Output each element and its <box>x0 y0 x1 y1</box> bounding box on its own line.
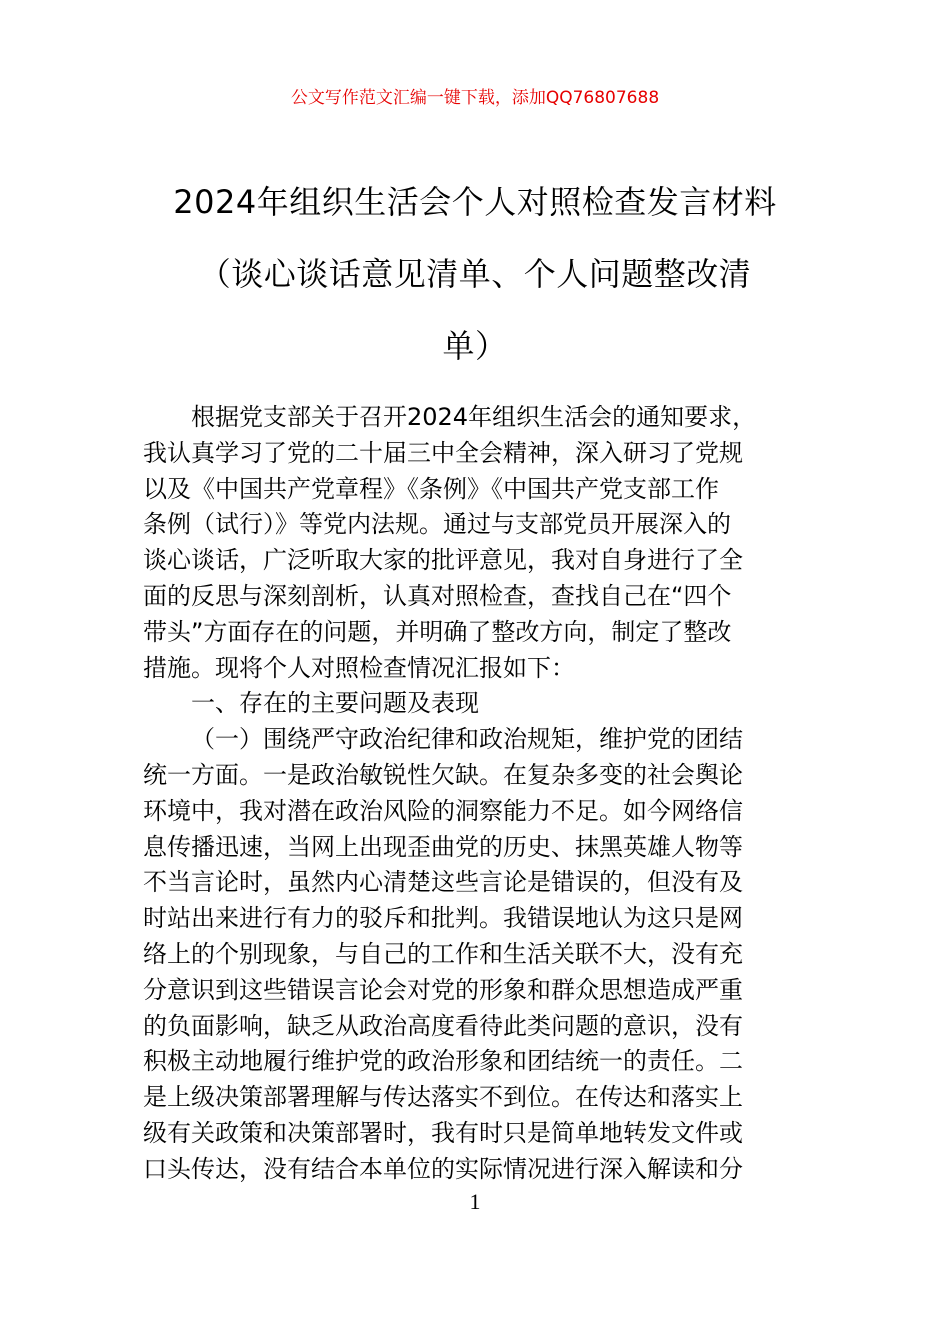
paragraph-line: 环境中，我对潜在政治风险的洞察能力不足。如今网络信 <box>143 796 743 825</box>
paragraph-line: 的负面影响，缺乏从政治高度看待此类问题的意识，没有 <box>143 1011 743 1040</box>
paragraph-line: 带头”方面存在的问题，并明确了整改方向，制定了整改 <box>143 617 732 646</box>
title-line: （谈心谈话意见清单、个人问题整改清 <box>198 255 752 293</box>
paragraph-line: 息传播迅速，当网上出现歪曲党的历史、抹黑英雄人物等 <box>143 832 743 861</box>
paragraph-line: （一）围绕严守政治纪律和政治规矩，维护党的团结 <box>191 725 743 754</box>
paragraph-line: 口头传达，没有结合本单位的实际情况进行深入解读和分 <box>143 1154 743 1183</box>
paragraph-line: 谈心谈话，广泛听取大家的批评意见，我对自身进行了全 <box>143 546 743 575</box>
paragraph-line: 根据党支部关于召开2024年组织生活会的通知要求， <box>191 403 757 431</box>
section-heading: 一、存在的主要问题及表现 <box>191 689 479 718</box>
document-body <box>143 400 807 1188</box>
document-title <box>143 166 807 382</box>
paragraph-line: 措施。现将个人对照检查情况汇报如下： <box>143 653 575 682</box>
paragraph-line: 不当言论时，虽然内心清楚这些言论是错误的，但没有及 <box>143 868 743 897</box>
paragraph-line: 以及《中国共产党章程》《条例》《中国共产党支部工作 <box>143 474 719 503</box>
paragraph-line: 条例（试行）》等党内法规。通过与支部党员开展深入的 <box>143 510 731 539</box>
paragraph-line: 级有关政策和决策部署时，我有时只是简单地转发文件或 <box>143 1118 743 1147</box>
paragraph-line: 络上的个别现象，与自己的工作和生活关联不大，没有充 <box>143 939 743 968</box>
paragraph-line: 面的反思与深刻剖析，认真对照检查，查找自己在“四个 <box>143 581 732 610</box>
page-number: 1 <box>469 1189 481 1214</box>
title-line: 2024年组织生活会个人对照检查发言材料 <box>173 183 777 221</box>
title-line: 单） <box>442 327 508 365</box>
paragraph-line: 时站出来进行有力的驳斥和批判。我错误地认为这只是网 <box>143 904 743 933</box>
paragraph-line: 统一方面。一是政治敏锐性欠缺。在复杂多变的社会舆论 <box>143 760 743 789</box>
paragraph-line: 我认真学习了党的二十届三中全会精神，深入研习了党规 <box>143 438 743 467</box>
header-note: 公文写作范文汇编一键下载，添加QQ76807688 <box>290 88 660 108</box>
paragraph-line: 是上级决策部署理解与传达落实不到位。在传达和落实上 <box>143 1083 743 1112</box>
paragraph-line: 积极主动地履行维护党的政治形象和团结统一的责任。二 <box>143 1047 743 1076</box>
paragraph-line: 分意识到这些错误言论会对党的形象和群众思想造成严重 <box>143 975 743 1004</box>
